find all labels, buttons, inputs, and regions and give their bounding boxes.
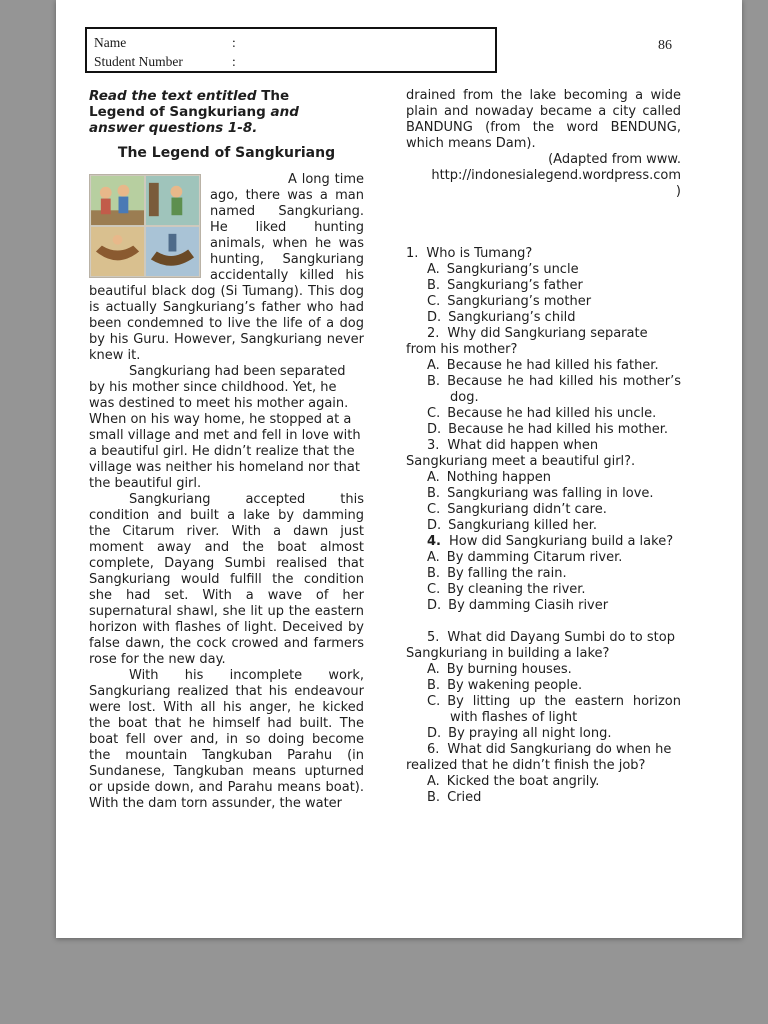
option-letter: A. [427,662,440,677]
question-3-option-c [406,502,681,518]
option-text: By wakening people. [447,678,583,693]
question-5-option-a [406,662,681,678]
option-text: By damming Ciasih river [448,598,609,613]
question-2-text-line [406,326,681,358]
option-text: Sangkuriang’s uncle [446,262,579,277]
question-text: Who is Tumang? [426,246,533,261]
paragraph-5: drained from the lake becoming a wide plain and nowaday became a city called BANDUNG (from the word BENDUNG, which means Dam). [406,88,681,151]
name-colon: : [232,35,236,50]
option-text: By burning houses. [446,662,572,677]
source-line-1: (Adapted from www. [548,152,681,167]
option-text: By falling the rain. [447,566,567,581]
questions-block [406,246,681,806]
option-letter: C. [427,406,441,421]
paragraph-4: With his incomplete work, Sangkuriang realized that his endeavour were lost. With all his anger, he kicked the boat that he himself had built. The boat fell over and, in so doing become the mountain Tangkuban Parahu (in Sundanese, Tangkuban means upturned or upside down, and Parahu means boat). With the dam torn assunder, the water [89,668,364,811]
question-4-option-a [406,550,681,566]
paragraph-1-text: A long time ago, there was a man named Sangkuriang. He liked hunting animals, when he was hunting, Sangkuriang accidentally killed his beautiful black dog (Si Tumang). This dog is actually Sangkuriang’s father who had been condemned to live the life of a dog by his Guru. However, Sangkuriang never knew it. [89,172,364,363]
question-2 [406,326,681,438]
question-1-option-a [406,262,681,278]
option-letter: A. [427,550,440,565]
option-text: Because he had killed his mother. [448,422,669,437]
question-number: 1. [406,246,419,261]
question-5 [406,630,681,742]
question-3 [406,438,681,534]
source-line-2: http://indonesialegend.wordpress.com [431,168,681,183]
page-number: 86 [658,38,672,53]
story-title: The Legend of Sangkuriang [117,145,336,161]
option-letter: D. [427,518,442,533]
question-1-option-b [406,278,681,294]
question-6-option-a [406,774,681,790]
question-3-option-b [406,486,681,502]
instruction-part2: The Legend of Sangkuriang [89,88,290,120]
option-letter: D. [427,310,442,325]
question-text: How did Sangkuriang build a lake? [448,534,674,549]
source-line-3: ) [675,184,681,199]
question-text: Why did Sangkuriang separate from his mother? [406,326,648,357]
question-4-option-b [406,566,681,582]
option-letter: D. [427,422,442,437]
student-number-colon: : [232,54,236,69]
option-letter: A. [427,774,440,789]
option-letter: B. [427,790,441,805]
paragraph-1 [89,172,364,364]
right-column [406,88,681,812]
option-letter: D. [427,598,442,613]
option-text: Sangkuriang didn’t care. [447,502,607,517]
option-text: Cried [447,790,482,805]
option-text: Kicked the boat angrily. [446,774,600,789]
option-letter: B. [427,486,441,501]
question-text: What did Dayang Sumbi do to stop Sangkuriang in building a lake? [406,630,675,661]
question-1 [406,246,681,326]
student-number-label: Student Number [94,54,183,69]
question-5-option-c [406,694,681,726]
option-letter: C. [427,502,441,517]
question-5-option-d [406,726,681,742]
option-letter: B. [427,374,441,389]
question-3-text-line [406,438,681,470]
option-text: Because he had killed his uncle. [447,406,657,421]
question-5-text-line [406,630,681,662]
option-text: By cleaning the river. [447,582,586,597]
question-5-option-b [406,678,681,694]
document-page [56,0,742,938]
question-6-option-b [406,790,681,806]
option-letter: A. [427,262,440,277]
name-row [94,33,495,52]
option-text: By praying all night long. [448,726,612,741]
question-number: 6. [427,742,440,757]
student-number-row [94,52,495,71]
instruction-part3: and answer questions 1-8. [89,104,299,136]
option-letter: D. [427,726,442,741]
option-text: Sangkuriang killed her. [448,518,598,533]
instruction-part1: Read the text entitled [89,88,257,104]
option-letter: C. [427,582,441,597]
option-letter: C. [427,294,441,309]
question-1-option-c [406,294,681,310]
question-number: 4. [427,534,441,549]
option-letter: B. [427,566,441,581]
option-letter: B. [427,678,441,693]
question-2-option-b [406,374,681,406]
option-text: Because he had killed his mother’s dog. [447,374,681,405]
question-text: What did happen when Sangkuriang meet a beautiful girl?. [406,438,636,469]
question-number: 3. [427,438,440,453]
option-text: Nothing happen [446,470,551,485]
question-4 [406,534,681,614]
option-letter: B. [427,278,441,293]
question-6 [406,742,681,806]
option-letter: C. [427,694,441,709]
question-4-option-c [406,582,681,598]
option-letter: A. [427,358,440,373]
question-number: 5. [427,630,440,645]
option-text: Sangkuriang was falling in love. [447,486,654,501]
source-attribution [406,152,681,200]
option-text: Sangkuriang’s mother [447,294,592,309]
question-number: 2. [427,326,440,341]
option-text: Sangkuriang’s father [447,278,583,293]
question-6-text-line [406,742,681,774]
question-2-option-d [406,422,681,438]
story-illustration [89,174,201,278]
question-2-option-c [406,406,681,422]
option-text: Sangkuriang’s child [448,310,576,325]
instruction-heading [89,88,309,136]
option-text: By litting up the eastern horizon with flashes of light [447,694,681,725]
question-text: What did Sangkuriang do when he realized that he didn’t finish the job? [406,742,672,773]
paragraph-3: Sangkuriang accepted this condition and built a lake by damming the Citarum river. With a dawn just moment away and the boat almost complete, Dayang Sumbi realised that Sangkuriang would fulfill the condition she had set. With a wave of her supernatural shawl, she lit up the eastern horizon with flashes of light. Deceived by false dawn, the cock crowed and farmers rose for the new day. [89,492,364,667]
option-text: By damming Citarum river. [446,550,623,565]
name-student-box [85,27,497,73]
question-3-option-d [406,518,681,534]
left-column [89,88,364,812]
name-label: Name [94,35,127,50]
option-letter: A. [427,470,440,485]
question-3-option-a [406,470,681,486]
question-4-text-line [406,534,681,550]
two-column-text [89,88,681,812]
option-text: Because he had killed his father. [446,358,659,373]
question-2-option-a [406,358,681,374]
question-1-text-line [406,246,681,262]
question-1-option-d [406,310,681,326]
paragraph-2: Sangkuriang had been separated by his mother since childhood. Yet, he was destined to meet his mother again. When on his way home, he stopped at a small village and met and fell in love with a beautiful girl. He didn’t realize that the village was neither his homeland nor that the beautiful girl. [89,364,361,491]
question-4-option-d [406,598,681,614]
